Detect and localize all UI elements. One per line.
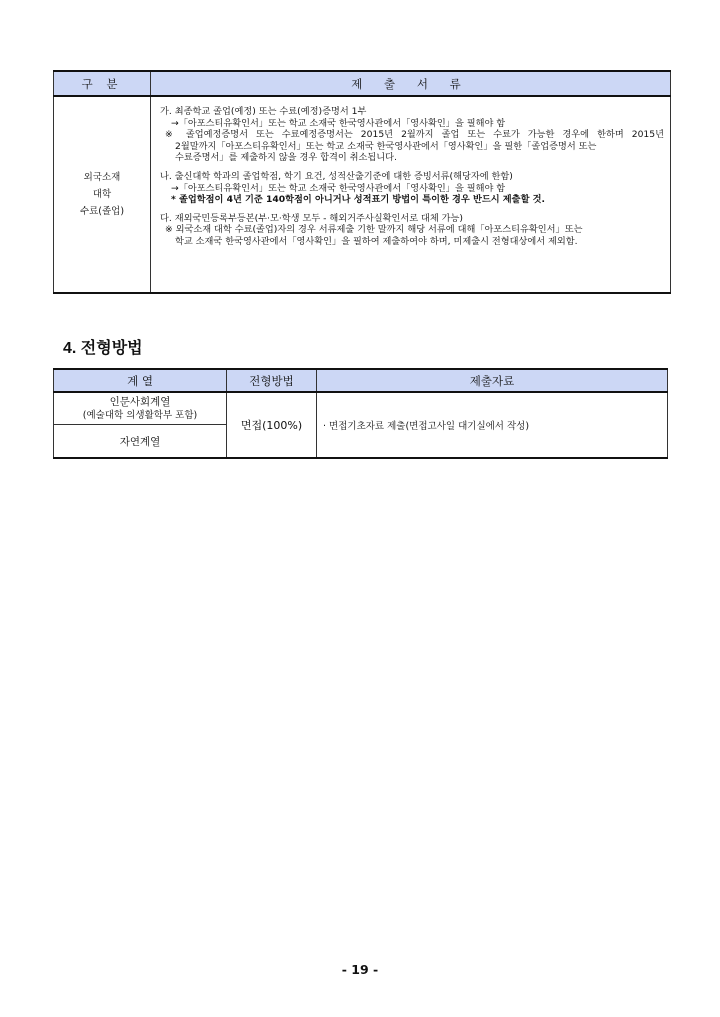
item-ga-remark-cont: 수료증명서」를 제출하지 않을 경우 합격이 취소됩니다. bbox=[175, 152, 397, 164]
header-method: 전형방법 bbox=[227, 369, 317, 392]
item-da: 다. 재외국민등록부등본(부·모·학생 모두 - 해외거주사실확인서로 대체 가능) bbox=[160, 212, 464, 224]
item-na-warning: * 졸업학점이 4년 기준 140학점이 아니거나 성적표기 방법이 특이한 경우 반드시 제출할 것. bbox=[171, 194, 546, 206]
page-number: - 19 - bbox=[341, 962, 379, 977]
item-na-note: →「아포스티유확인서」또는 학교 소재국 한국영사관에서「영사확인」을 필해야 함 bbox=[171, 182, 506, 194]
header-documents: 제 출 서 류 bbox=[151, 71, 671, 96]
header-materials: 제출자료 bbox=[317, 369, 668, 392]
documents-content bbox=[151, 96, 671, 293]
method-cell: 면접(100%) bbox=[227, 392, 317, 458]
item-na: 나. 출신대학 학과의 졸업학점, 학기 요건, 성적산출기준에 대한 증빙서류(해당자에 한함) bbox=[160, 170, 513, 182]
category-line: 외국소재 bbox=[83, 172, 121, 183]
documents-table bbox=[53, 70, 671, 294]
header-category: 구 분 bbox=[54, 71, 151, 96]
selection-method-table bbox=[53, 368, 668, 459]
category-cell bbox=[54, 96, 151, 293]
item-ga-remark-cont: 2월말까지「아포스티유확인서」또는 학교 소재국 한국영사관에서「영사확인」을 필한「졸업증명서 또는 bbox=[175, 140, 597, 152]
materials-cell: · 면접기초자료 제출(면접고사일 대기실에서 작성) bbox=[317, 392, 668, 458]
department-humanities-sub: (예술대학 의생활학부 포함) bbox=[82, 409, 198, 421]
item-da-remark-cont: 학교 소재국 한국영사관에서「영사확인」을 필하여 제출하여야 하며, 미제출시 전형대상에서 제외함. bbox=[175, 235, 578, 247]
category-line: 대학 bbox=[92, 189, 112, 200]
item-ga-note: →「아포스티유확인서」또는 학교 소재국 한국영사관에서「영사확인」을 필해야 함 bbox=[171, 117, 506, 129]
section-title: 4. 전형방법 bbox=[63, 340, 143, 357]
category-line: 수료(졸업) bbox=[79, 206, 125, 217]
item-da-remark: ※ 외국소재 대학 수료(졸업)자의 경우 서류제출 기한 말까지 해당 서류에 대해「아포스티유확인서」또는 bbox=[165, 224, 583, 236]
header-department: 계 열 bbox=[54, 369, 227, 392]
item-ga: 가. 최종학교 졸업(예정) 또는 수료(예정)증명서 1부 bbox=[160, 106, 367, 117]
item-ga-remark: ※ 졸업예정증명서 또는 수료예정증명서는 2015년 2월까지 졸업 또는 수료가 가능한 경우에 한하며 2015년 bbox=[165, 129, 664, 141]
department-natural-sciences: 자연계열 bbox=[54, 425, 227, 459]
department-humanities: 인문사회계열 (예술대학 의생활학부 포함) bbox=[54, 392, 227, 425]
